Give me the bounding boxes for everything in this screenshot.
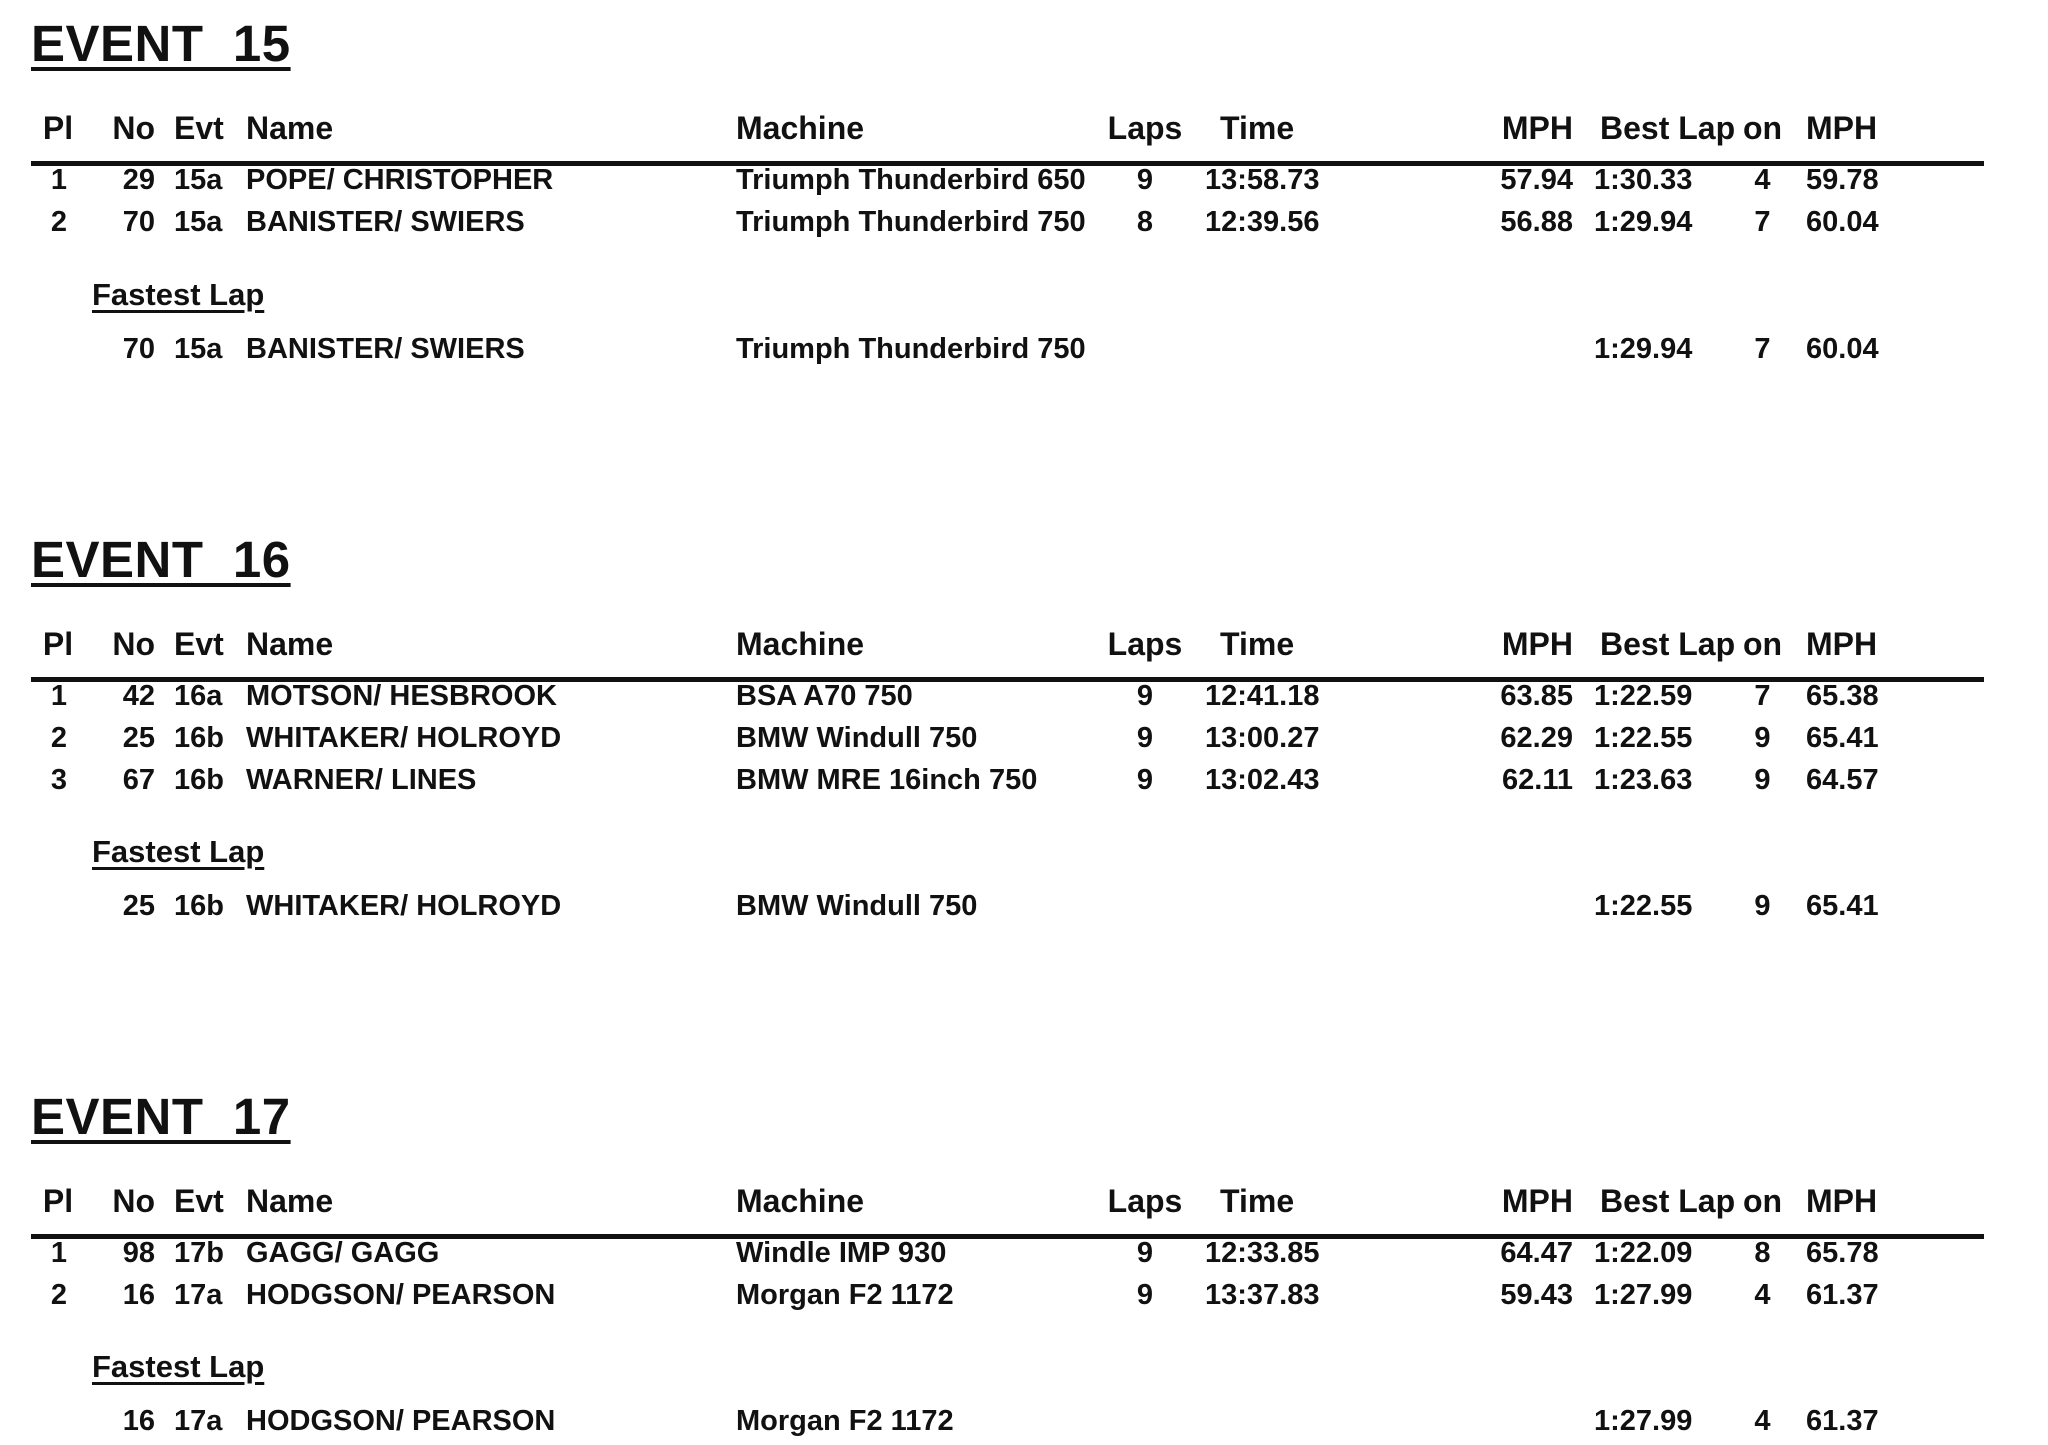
cell-best-lap: 1:30.33	[1594, 164, 1693, 196]
cell-no: 42	[122, 680, 155, 712]
cell-name: MOTSON/ HESBROOK	[246, 680, 557, 712]
cell-on: 9	[1754, 890, 1771, 922]
cell-mph2: 60.04	[1806, 333, 1879, 365]
col-on: on	[1742, 1183, 1783, 1219]
result-row	[0, 1279, 2048, 1319]
col-name: Name	[246, 626, 334, 662]
col-best-lap: Best Lap	[1600, 110, 1736, 146]
col-pl: Pl	[42, 1183, 74, 1219]
cell-no: 25	[122, 722, 155, 754]
col-name: Name	[246, 1183, 334, 1219]
cell-evt: 16b	[174, 890, 224, 922]
cell-name: WARNER/ LINES	[246, 764, 477, 796]
cell-machine: Windle IMP 930	[736, 1237, 947, 1269]
event-title: EVENT 15	[31, 15, 291, 72]
cell-mph2: 65.41	[1806, 890, 1879, 922]
col-laps: Laps	[1107, 110, 1183, 146]
cell-on: 9	[1754, 722, 1771, 754]
fastest-lap-heading: Fastest Lap	[92, 1349, 265, 1384]
col-on: on	[1742, 626, 1783, 662]
cell-mph2: 65.78	[1806, 1237, 1879, 1269]
column-header-row	[0, 1183, 2048, 1227]
col-time: Time	[1220, 1183, 1295, 1219]
cell-mph2: 65.38	[1806, 680, 1879, 712]
cell-machine: Triumph Thunderbird 750	[736, 206, 1086, 238]
cell-on: 7	[1754, 206, 1771, 238]
cell-on: 4	[1754, 1279, 1771, 1311]
col-best-lap: Best Lap	[1600, 1183, 1736, 1219]
cell-laps: 8	[1136, 206, 1154, 238]
column-header-row	[0, 626, 2048, 670]
cell-mph2: 64.57	[1806, 764, 1879, 796]
result-row	[0, 1237, 2048, 1277]
cell-laps: 9	[1136, 764, 1154, 796]
cell-time: 12:41.18	[1205, 680, 1320, 712]
col-mph2: MPH	[1806, 110, 1878, 146]
cell-mph2: 65.41	[1806, 722, 1879, 754]
col-mph: MPH	[1501, 1183, 1573, 1219]
cell-no: 67	[122, 764, 155, 796]
cell-evt: 16a	[174, 680, 223, 712]
cell-mph: 64.47	[1500, 1237, 1573, 1269]
col-evt: Evt	[174, 626, 224, 662]
cell-no: 16	[122, 1279, 155, 1311]
cell-laps: 9	[1136, 1279, 1154, 1311]
cell-no: 70	[122, 206, 155, 238]
cell-evt: 17a	[174, 1279, 223, 1311]
cell-pl: 3	[50, 764, 68, 796]
col-time: Time	[1220, 110, 1295, 146]
cell-evt: 17a	[174, 1405, 223, 1437]
cell-pl: 1	[50, 1237, 68, 1269]
cell-machine: BSA A70 750	[736, 680, 913, 712]
cell-no: 29	[122, 164, 155, 196]
col-laps: Laps	[1107, 626, 1183, 662]
cell-time: 12:33.85	[1205, 1237, 1320, 1269]
cell-best-lap: 1:23.63	[1594, 764, 1693, 796]
cell-best-lap: 1:22.09	[1594, 1237, 1693, 1269]
cell-mph2: 60.04	[1806, 206, 1879, 238]
cell-laps: 9	[1136, 722, 1154, 754]
cell-on: 7	[1754, 333, 1771, 365]
col-machine: Machine	[736, 1183, 865, 1219]
cell-mph2: 61.37	[1806, 1279, 1879, 1311]
event-title: EVENT 16	[31, 531, 291, 588]
cell-on: 8	[1754, 1237, 1771, 1269]
result-row	[0, 764, 2048, 804]
col-machine: Machine	[736, 626, 865, 662]
cell-pl: 1	[50, 164, 68, 196]
cell-best-lap: 1:22.55	[1594, 890, 1693, 922]
cell-machine: BMW Windull 750	[736, 722, 978, 754]
event-title: EVENT 17	[31, 1088, 291, 1145]
col-time: Time	[1220, 626, 1295, 662]
cell-best-lap: 1:27.99	[1594, 1405, 1693, 1437]
col-machine: Machine	[736, 110, 865, 146]
cell-machine: Morgan F2 1172	[736, 1279, 954, 1311]
cell-machine: BMW MRE 16inch 750	[736, 764, 1038, 796]
fastest-lap-row	[0, 1405, 2048, 1445]
col-pl: Pl	[42, 110, 74, 146]
cell-no: 16	[122, 1405, 155, 1437]
cell-evt: 15a	[174, 206, 223, 238]
cell-time: 13:02.43	[1205, 764, 1320, 796]
cell-pl: 1	[50, 680, 68, 712]
result-row	[0, 206, 2048, 246]
cell-name: BANISTER/ SWIERS	[246, 206, 525, 238]
cell-name: HODGSON/ PEARSON	[246, 1279, 556, 1311]
fastest-lap-heading: Fastest Lap	[92, 834, 265, 869]
cell-name: WHITAKER/ HOLROYD	[246, 722, 562, 754]
col-evt: Evt	[174, 110, 224, 146]
cell-best-lap: 1:22.55	[1594, 722, 1693, 754]
col-laps: Laps	[1107, 1183, 1183, 1219]
fastest-lap-row	[0, 333, 2048, 373]
cell-best-lap: 1:29.94	[1594, 333, 1693, 365]
cell-on: 4	[1754, 164, 1771, 196]
cell-pl: 2	[50, 1279, 68, 1311]
cell-name: GAGG/ GAGG	[246, 1237, 440, 1269]
cell-mph: 56.88	[1500, 206, 1573, 238]
col-mph2: MPH	[1806, 626, 1878, 662]
cell-time: 13:37.83	[1205, 1279, 1320, 1311]
cell-evt: 17b	[174, 1237, 224, 1269]
cell-time: 12:39.56	[1205, 206, 1320, 238]
cell-time: 13:00.27	[1205, 722, 1320, 754]
cell-evt: 16b	[174, 764, 224, 796]
col-mph2: MPH	[1806, 1183, 1878, 1219]
cell-name: WHITAKER/ HOLROYD	[246, 890, 562, 922]
cell-mph2: 59.78	[1806, 164, 1879, 196]
cell-on: 9	[1754, 764, 1771, 796]
cell-mph: 57.94	[1500, 164, 1573, 196]
cell-on: 4	[1754, 1405, 1771, 1437]
cell-name: HODGSON/ PEARSON	[246, 1405, 556, 1437]
col-pl: Pl	[42, 626, 74, 662]
cell-mph: 59.43	[1500, 1279, 1573, 1311]
col-evt: Evt	[174, 1183, 224, 1219]
result-row	[0, 164, 2048, 204]
col-mph: MPH	[1501, 626, 1573, 662]
cell-mph: 62.11	[1502, 764, 1573, 796]
cell-no: 98	[122, 1237, 155, 1269]
cell-no: 25	[122, 890, 155, 922]
cell-name: BANISTER/ SWIERS	[246, 333, 525, 365]
cell-machine: BMW Windull 750	[736, 890, 978, 922]
cell-best-lap: 1:22.59	[1594, 680, 1693, 712]
cell-time: 13:58.73	[1205, 164, 1320, 196]
cell-no: 70	[122, 333, 155, 365]
cell-laps: 9	[1136, 1237, 1154, 1269]
fastest-lap-heading: Fastest Lap	[92, 277, 265, 312]
cell-evt: 15a	[174, 164, 223, 196]
col-no: No	[112, 626, 155, 662]
result-row	[0, 680, 2048, 720]
cell-pl: 2	[50, 206, 68, 238]
cell-mph2: 61.37	[1806, 1405, 1879, 1437]
cell-best-lap: 1:29.94	[1594, 206, 1693, 238]
cell-evt: 15a	[174, 333, 223, 365]
cell-mph: 63.85	[1500, 680, 1573, 712]
col-name: Name	[246, 110, 334, 146]
cell-laps: 9	[1136, 164, 1154, 196]
cell-best-lap: 1:27.99	[1594, 1279, 1693, 1311]
col-no: No	[112, 110, 155, 146]
col-on: on	[1742, 110, 1783, 146]
result-row	[0, 722, 2048, 762]
col-mph: MPH	[1501, 110, 1573, 146]
fastest-lap-row	[0, 890, 2048, 930]
cell-machine: Triumph Thunderbird 650	[736, 164, 1086, 196]
column-header-row	[0, 110, 2048, 154]
cell-pl: 2	[50, 722, 68, 754]
cell-mph: 62.29	[1500, 722, 1573, 754]
cell-machine: Triumph Thunderbird 750	[736, 333, 1086, 365]
col-no: No	[112, 1183, 155, 1219]
cell-laps: 9	[1136, 680, 1154, 712]
cell-evt: 16b	[174, 722, 224, 754]
cell-machine: Morgan F2 1172	[736, 1405, 954, 1437]
col-best-lap: Best Lap	[1600, 626, 1736, 662]
cell-on: 7	[1754, 680, 1771, 712]
cell-name: POPE/ CHRISTOPHER	[246, 164, 554, 196]
